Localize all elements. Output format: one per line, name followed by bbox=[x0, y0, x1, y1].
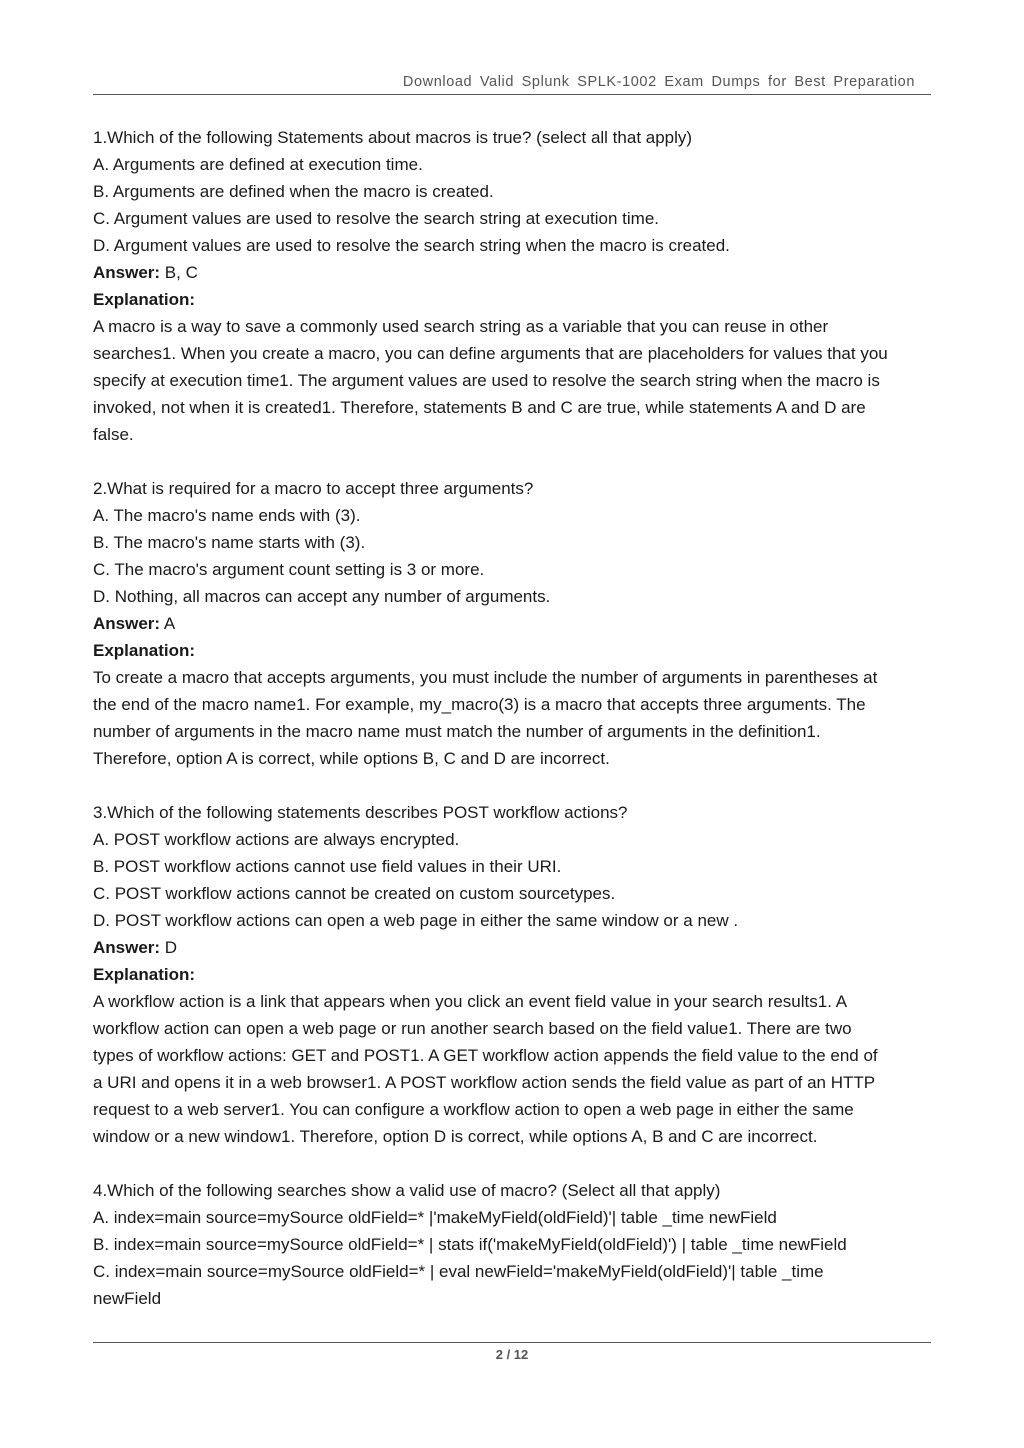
option-d: D. Argument values are used to resolve the search string when the macro is created. bbox=[93, 236, 730, 255]
option-b: B. index=main source=mySource oldField=* | stats if('makeMyField(oldField)') | table _time newField bbox=[93, 1235, 847, 1254]
answer-label: Answer: bbox=[93, 263, 161, 282]
option-a: A. The macro's name ends with (3). bbox=[93, 506, 361, 525]
header-text: Download Valid Splunk SPLK-1002 Exam Dumps for Best Preparation bbox=[402, 74, 915, 90]
explanation-line: specify at execution time1. The argument values are used to resolve the search string when the macro is bbox=[93, 371, 880, 390]
question-text: 4.Which of the following searches show a valid use of macro? (Select all that apply) bbox=[93, 1181, 721, 1200]
answer-line bbox=[93, 259, 933, 286]
explanation-line: A workflow action is a link that appears when you click an event field value in your search results1. A bbox=[93, 992, 848, 1011]
option-a: A. index=main source=mySource oldField=* |'makeMyField(oldField)'| table _time newField bbox=[93, 1208, 777, 1227]
explanation-line: searches1. When you create a macro, you can define arguments that are placeholders for values that you bbox=[93, 344, 888, 363]
question-text: 2.What is required for a macro to accept three arguments? bbox=[93, 479, 534, 498]
option-c: C. POST workflow actions cannot be created on custom sourcetypes. bbox=[93, 884, 616, 903]
explanation-line: Therefore, option A is correct, while options B, C and D are incorrect. bbox=[93, 749, 610, 768]
explanation-line: To create a macro that accepts arguments, you must include the number of arguments in parentheses at bbox=[93, 668, 878, 687]
option-d: D. Nothing, all macros can accept any number of arguments. bbox=[93, 587, 551, 606]
explanation-line: number of arguments in the macro name must match the number of arguments in the definition1. bbox=[93, 722, 821, 741]
answer-value: D bbox=[160, 938, 178, 957]
option-a: A. POST workflow actions are always encrypted. bbox=[93, 830, 460, 849]
option-b: B. Arguments are defined when the macro is created. bbox=[93, 182, 494, 201]
option-c: C. index=main source=mySource oldField=* | eval newField='makeMyField(oldField)'| table _time bbox=[93, 1262, 824, 1281]
explanation-label: Explanation: bbox=[93, 641, 196, 660]
page-header bbox=[93, 72, 931, 95]
option-b: B. POST workflow actions cannot use field values in their URI. bbox=[93, 857, 562, 876]
answer-label: Answer: bbox=[93, 938, 161, 957]
page-number: 2 / 12 bbox=[495, 1347, 529, 1362]
answer-line bbox=[93, 610, 933, 637]
answer-line bbox=[93, 934, 933, 961]
spacer bbox=[93, 1150, 933, 1177]
spacer bbox=[93, 448, 933, 475]
page-footer bbox=[93, 1342, 931, 1362]
explanation-label: Explanation: bbox=[93, 965, 196, 984]
explanation-line: workflow action can open a web page or run another search based on the field value1. There are two bbox=[93, 1019, 852, 1038]
question-text: 1.Which of the following Statements about macros is true? (select all that apply) bbox=[93, 128, 693, 147]
option-b: B. The macro's name starts with (3). bbox=[93, 533, 366, 552]
option-d: D. POST workflow actions can open a web page in either the same window or a new . bbox=[93, 911, 739, 930]
answer-value: A bbox=[160, 614, 176, 633]
question-text: 3.Which of the following statements describes POST workflow actions? bbox=[93, 803, 628, 822]
document-body bbox=[93, 124, 933, 1312]
explanation-line: a URI and opens it in a web browser1. A POST workflow action sends the field value as part of an HTTP bbox=[93, 1073, 876, 1092]
option-c: C. The macro's argument count setting is 3 or more. bbox=[93, 560, 485, 579]
explanation-line: request to a web server1. You can configure a workflow action to open a web page in either the same bbox=[93, 1100, 854, 1119]
option-c-continued: newField bbox=[93, 1289, 162, 1308]
spacer bbox=[93, 772, 933, 799]
option-a: A. Arguments are defined at execution time. bbox=[93, 155, 423, 174]
explanation-line: invoked, not when it is created1. Therefore, statements B and C are true, while statements A and D are bbox=[93, 398, 866, 417]
explanation-label: Explanation: bbox=[93, 290, 196, 309]
explanation-line: A macro is a way to save a commonly used search string as a variable that you can reuse in other bbox=[93, 317, 829, 336]
explanation-line: the end of the macro name1. For example, my_macro(3) is a macro that accepts three arguments. The bbox=[93, 695, 866, 714]
explanation-line: types of workflow actions: GET and POST1. A GET workflow action appends the field value to the end of bbox=[93, 1046, 878, 1065]
option-c: C. Argument values are used to resolve the search string at execution time. bbox=[93, 209, 660, 228]
answer-value: B, C bbox=[160, 263, 198, 282]
answer-label: Answer: bbox=[93, 614, 161, 633]
explanation-line: false. bbox=[93, 425, 134, 444]
explanation-line: window or a new window1. Therefore, option D is correct, while options A, B and C are incorrect. bbox=[93, 1127, 818, 1146]
